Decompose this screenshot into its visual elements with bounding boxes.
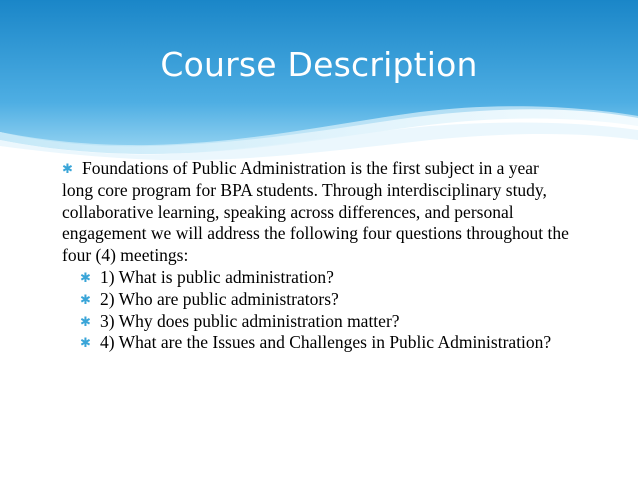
slide-title: Course Description (160, 45, 478, 84)
asterisk-icon: ✱ (62, 161, 73, 176)
question-text: 2) Who are public administrators? (100, 288, 339, 309)
question-text: 1) What is public administration? (100, 266, 334, 287)
asterisk-icon: ✱ (80, 335, 91, 351)
question-text: 3) Why does public administration matter? (100, 310, 400, 331)
list-item (62, 311, 572, 333)
list-item (62, 289, 572, 311)
asterisk-icon: ✱ (80, 313, 91, 329)
intro-paragraph (62, 158, 572, 267)
question-text: 4) What are the Issues and Challenges in Public Administration? (100, 332, 552, 353)
asterisk-icon: ✱ (80, 269, 91, 285)
slide-body (62, 158, 572, 354)
list-item (62, 267, 572, 289)
list-item (62, 332, 572, 354)
asterisk-icon: ✱ (80, 291, 91, 307)
questions-list (62, 267, 572, 354)
intro-text: Foundations of Public Administration is the first subject in a year long core program for BPA students. Through interdisciplinary study, collaborative learning, speaking across differences, and personal engagement we will address the following four questions throughout the four (4) meetings: (62, 158, 569, 266)
